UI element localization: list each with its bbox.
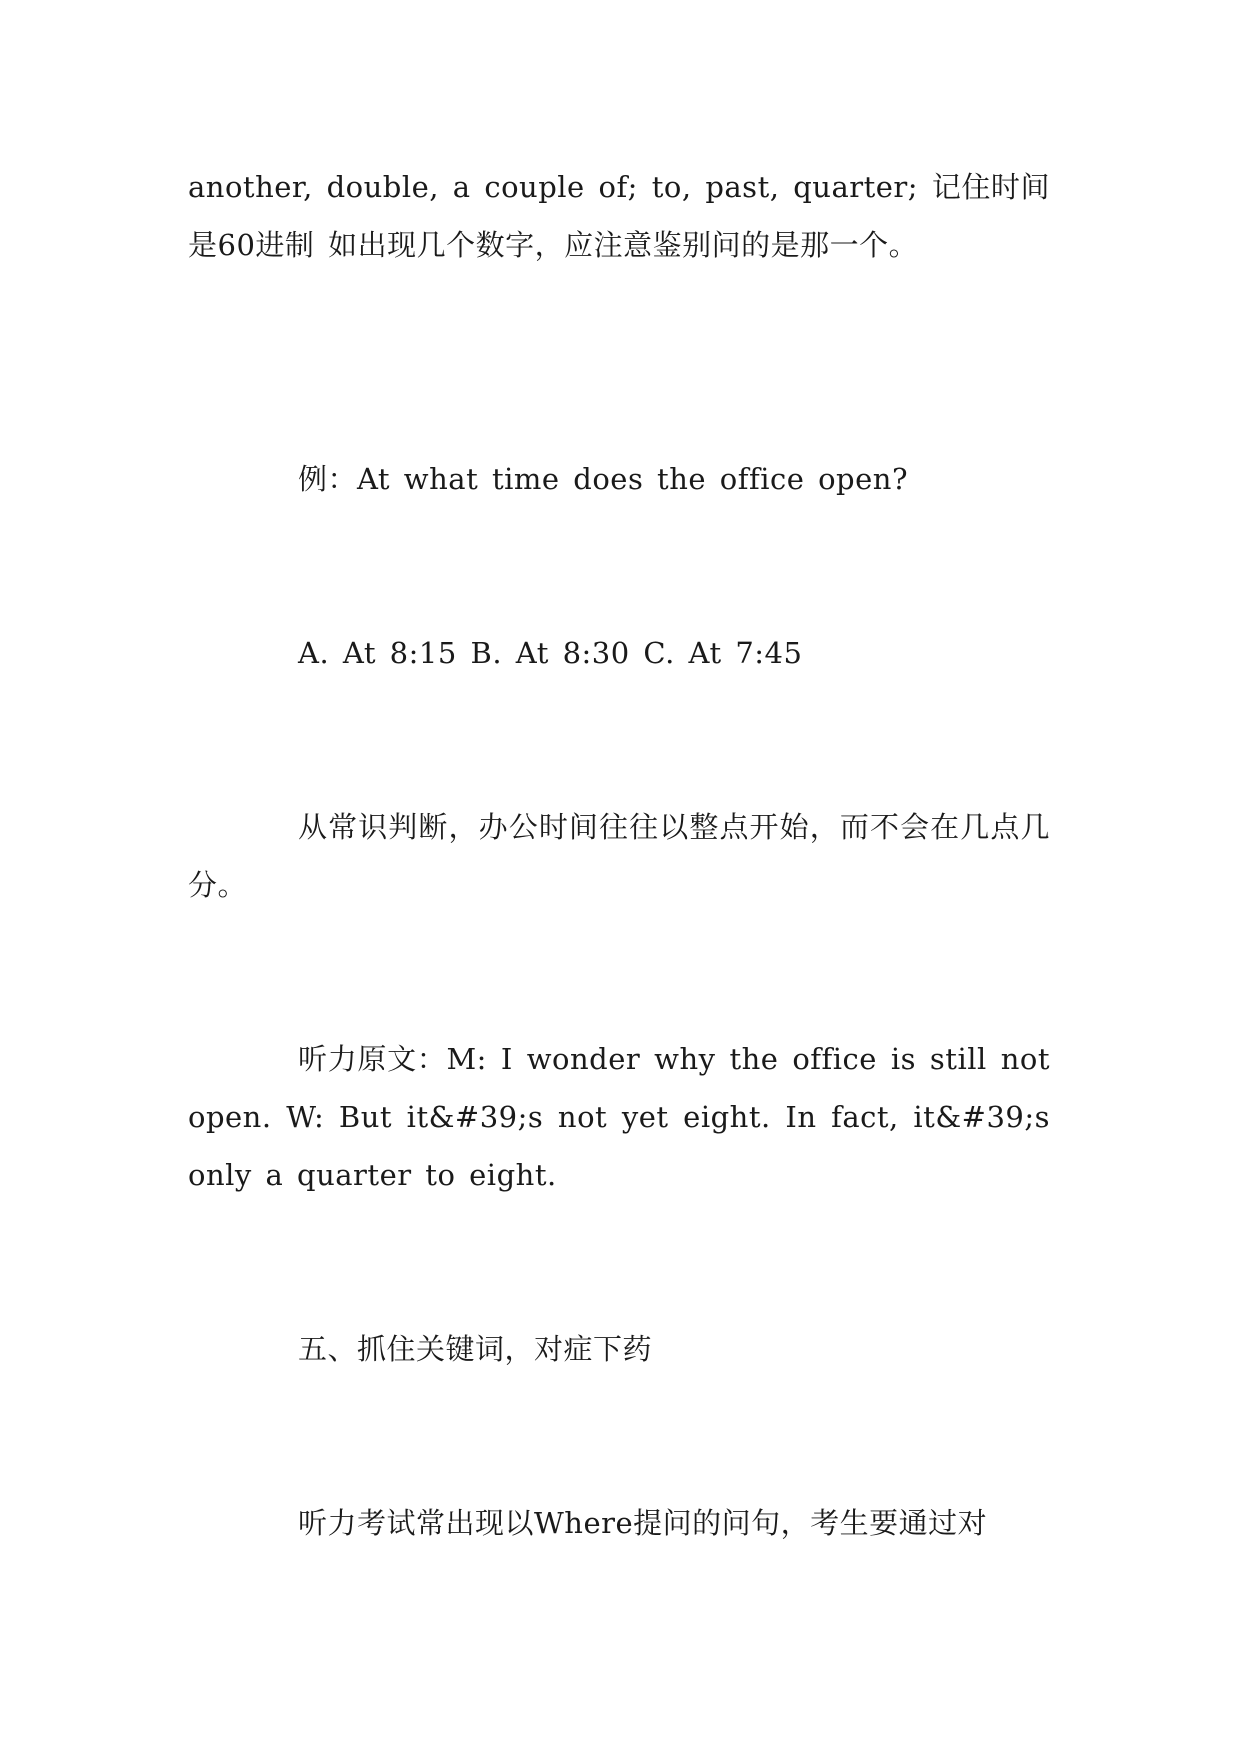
paragraph-explanation: 从常识判断，办公时间往往以整点开始，而不会在几点几分。 (188, 810, 1050, 902)
paragraph-vocabulary-note: another, double, a couple of; to, past, quarter; 记住时间是60进制 如出现几个数字，应注意鉴别问的是那一个。 (188, 170, 1050, 262)
paragraph-listening-transcript: 听力原文：M: I wonder why the office is still not open. W: But it&#39;s not yet eight. In fact, it&#39;s only a quarter to eight. (188, 1042, 1050, 1192)
paragraph-section-intro: 听力考试常出现以Where提问的问句，考生要通过对 (298, 1506, 988, 1540)
paragraph-answer-options: A. At 8:15 B. At 8:30 C. At 7:45 (298, 636, 803, 670)
section-heading: 五、抓住关键词，对症下药 (298, 1332, 653, 1366)
paragraph-example-question: 例：At what time does the office open? (298, 462, 909, 496)
